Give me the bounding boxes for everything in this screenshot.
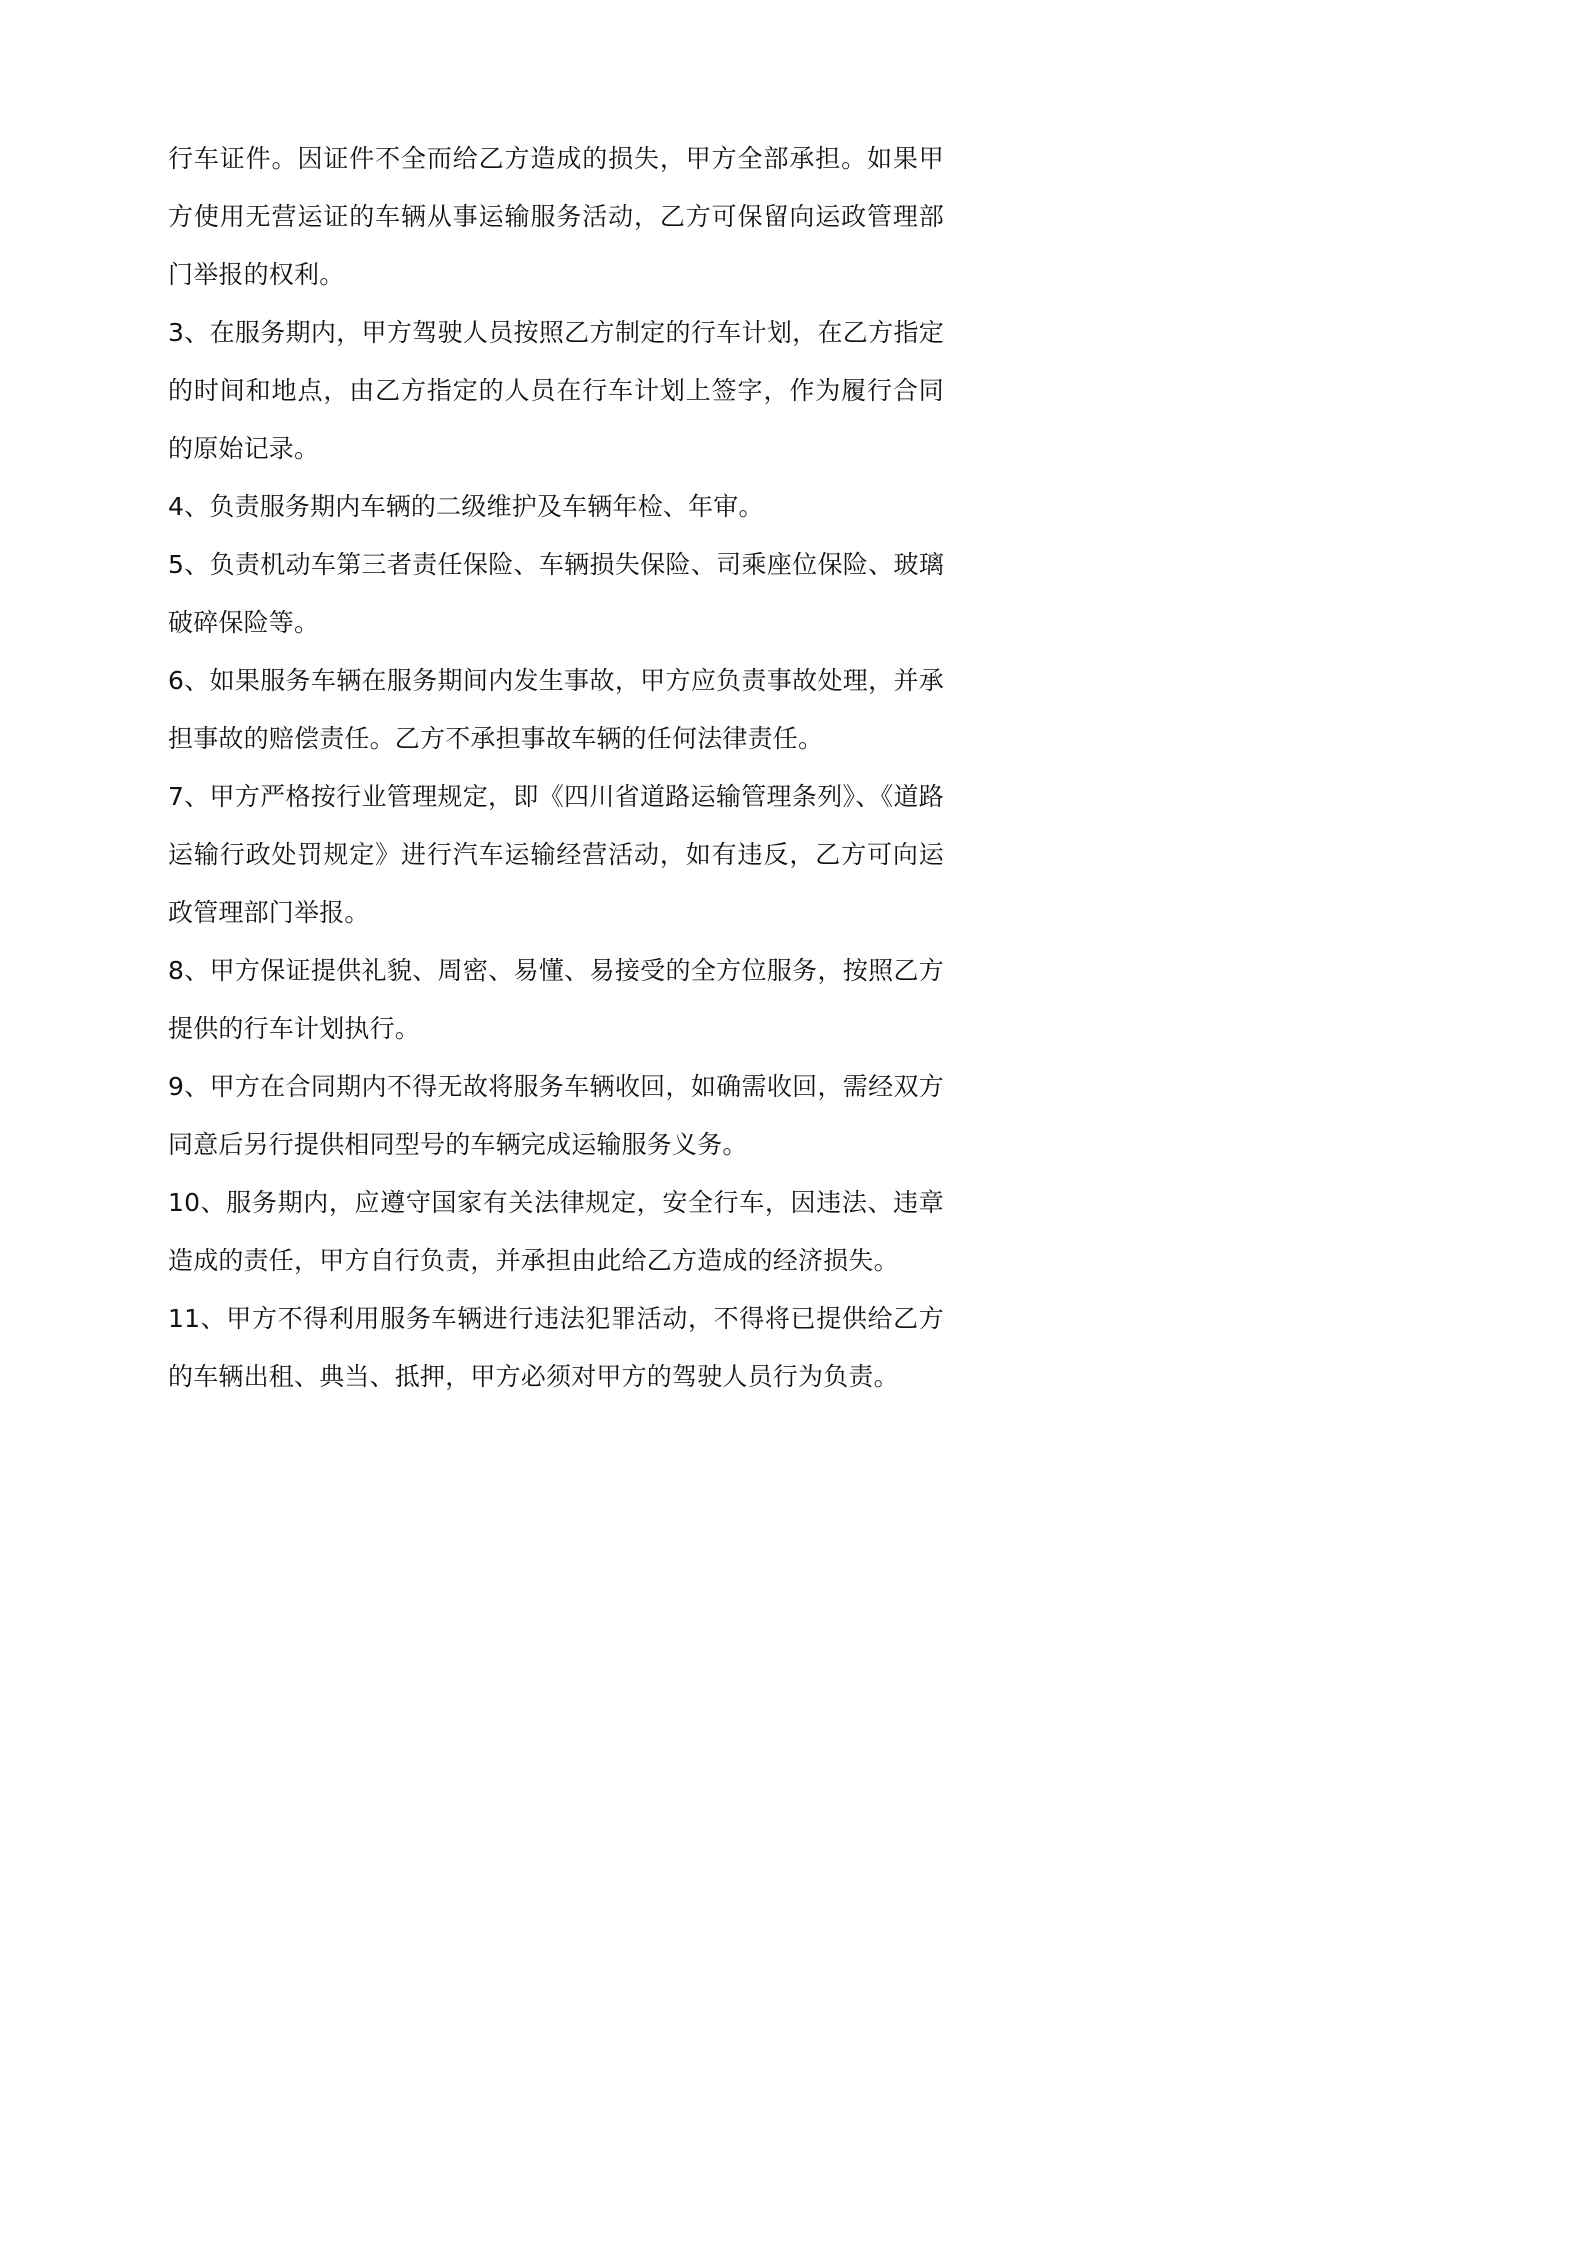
clause-11: 11、甲方不得利用服务车辆进行违法犯罪活动，不得将已提供给乙方的车辆出租、典当、抵押，甲方必须对甲方的驾驶人员行为负责。 xyxy=(168,1304,944,1391)
document-body xyxy=(168,130,944,1406)
clause-4: 4、负责服务期内车辆的二级维护及车辆年检、年审。 xyxy=(168,492,764,521)
clause-9: 9、甲方在合同期内不得无故将服务车辆收回，如确需收回，需经双方同意后另行提供相同型号的车辆完成运输服务义务。 xyxy=(168,1072,944,1159)
clause-5: 5、负责机动车第三者责任保险、车辆损失保险、司乘座位保险、玻璃破碎保险等。 xyxy=(168,550,944,637)
clause-7: 7、甲方严格按行业管理规定，即《四川省道路运输管理条列》、《道路运输行政处罚规定》进行汽车运输经营活动，如有违反，乙方可向运政管理部门举报。 xyxy=(168,782,944,927)
clause-10: 10、服务期内，应遵守国家有关法律规定，安全行车，因违法、违章造成的责任，甲方自行负责，并承担由此给乙方造成的经济损失。 xyxy=(168,1188,944,1275)
clause-3: 3、在服务期内，甲方驾驶人员按照乙方制定的行车计划，在乙方指定的时间和地点，由乙方指定的人员在行车计划上签字，作为履行合同的原始记录。 xyxy=(168,318,944,463)
clause-6: 6、如果服务车辆在服务期间内发生事故，甲方应负责事故处理，并承担事故的赔偿责任。乙方不承担事故车辆的任何法律责任。 xyxy=(168,666,944,753)
paragraph-vehicle-documents: 行车证件。因证件不全而给乙方造成的损失，甲方全部承担。如果甲方使用无营运证的车辆从事运输服务活动，乙方可保留向运政管理部门举报的权利。 xyxy=(168,144,944,289)
clause-8: 8、甲方保证提供礼貌、周密、易懂、易接受的全方位服务，按照乙方提供的行车计划执行。 xyxy=(168,956,944,1043)
document-page xyxy=(0,0,1102,1559)
